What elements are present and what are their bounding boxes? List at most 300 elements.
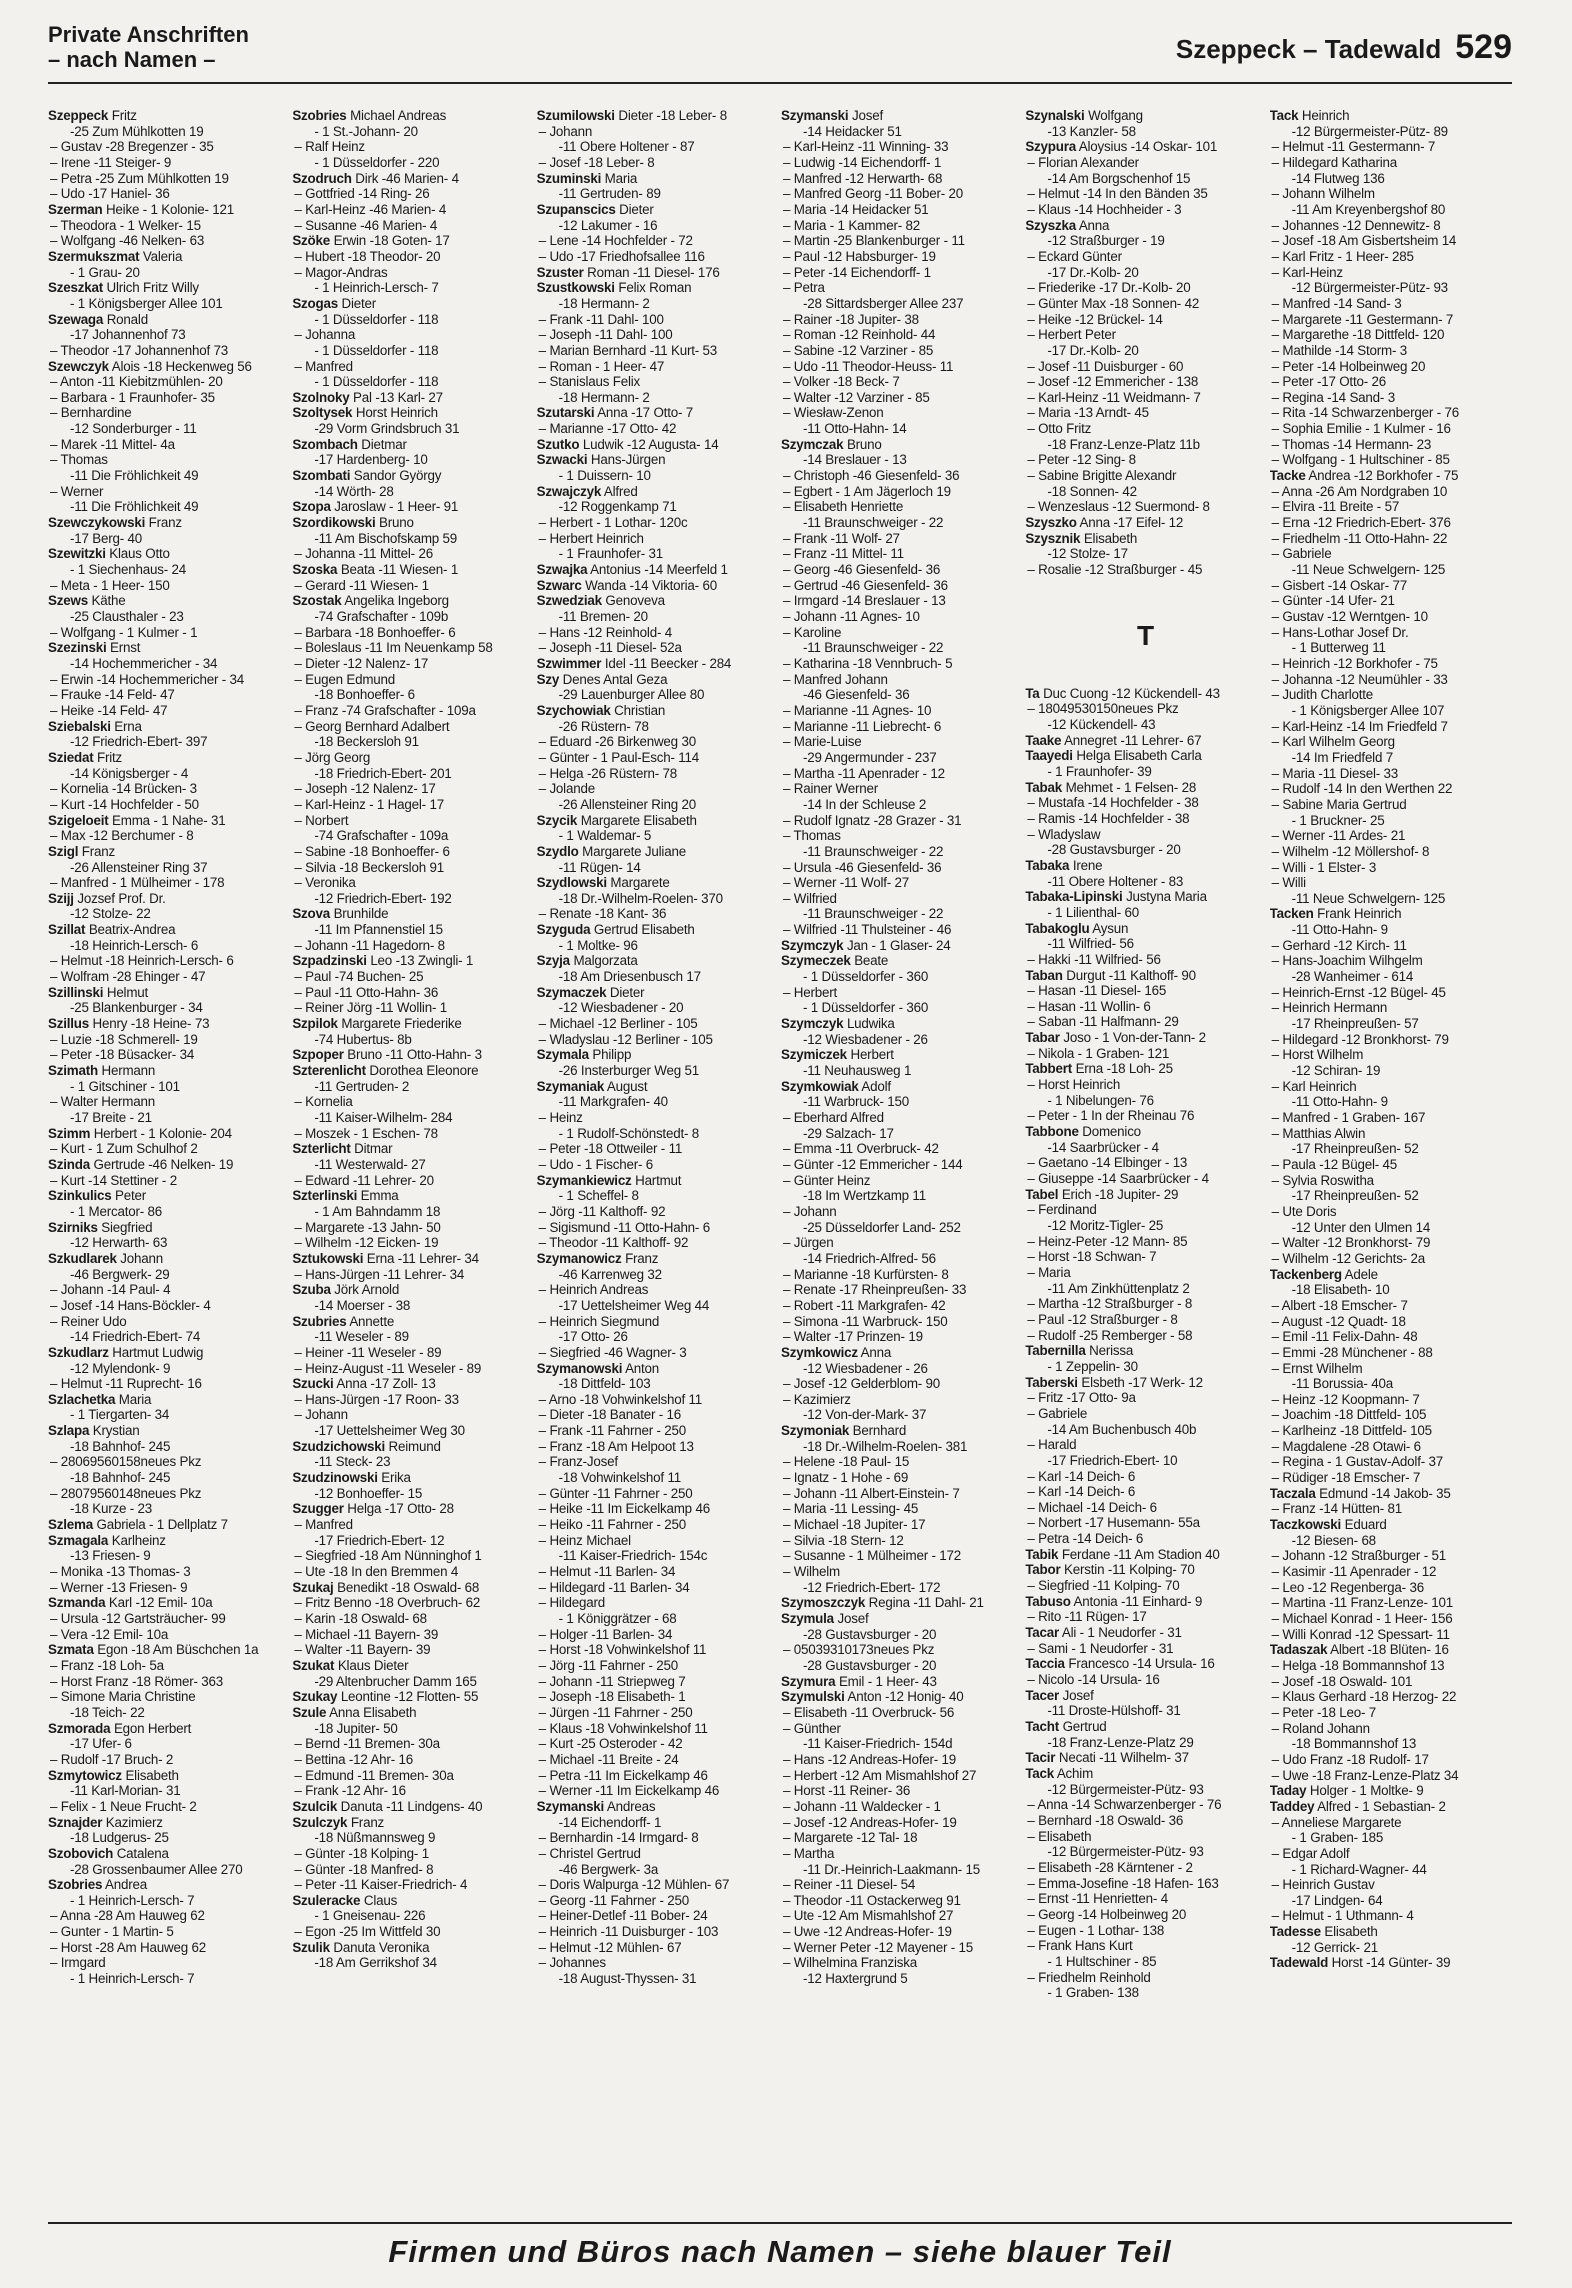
dash: – xyxy=(294,1736,306,1752)
dash: – xyxy=(782,1266,794,1282)
sub-entry-text: Emmi -28 Münchener - 88 xyxy=(1282,1344,1433,1360)
continuation-line: -46 Bergwerk- 3a xyxy=(558,1861,659,1877)
dash: – xyxy=(1027,1077,1039,1093)
sub-entry-text: Horst Wilhelm xyxy=(1282,1047,1364,1063)
sub-entry-text: Max -12 Berchumer - 8 xyxy=(60,828,194,844)
sub-entry xyxy=(1270,672,1510,688)
sub-entry-text: Heinz-August -11 Weseler - 89 xyxy=(305,1360,482,1376)
sub-entry-text: Ursula -46 Giesenfeld- 36 xyxy=(793,859,942,875)
continuation-line: -12 Mylendonk- 9 xyxy=(70,1360,171,1376)
dash: – xyxy=(1027,1327,1039,1343)
surname: Szmata xyxy=(48,1642,94,1658)
surname: Szymaniak xyxy=(536,1078,605,1094)
surname-entry xyxy=(537,437,777,453)
dash: – xyxy=(1271,1360,1283,1376)
sub-entry-text: Gabriele xyxy=(1282,546,1332,562)
entry-details: Elsbeth -17 Werk- 12 xyxy=(1081,1374,1203,1390)
continuation-line: - 1 Heinrich-Lersch- 7 xyxy=(314,280,439,296)
dash: – xyxy=(538,1031,550,1047)
entry-details: Beata -11 Wiesen- 1 xyxy=(340,562,459,578)
sub-entry xyxy=(1025,1500,1265,1516)
dash: – xyxy=(538,1156,550,1172)
dash: – xyxy=(782,655,794,671)
entry-details: Franz xyxy=(81,843,116,859)
dash: – xyxy=(50,781,61,797)
sub-entry-text: Volker -18 Beck- 7 xyxy=(793,374,900,390)
footer-note: Firmen und Büros nach Namen – siehe blauer Teil xyxy=(388,2234,1172,2269)
sub-entry-text: Norbert -17 Husemann- 55a xyxy=(1038,1515,1200,1531)
entry-details: Ronald xyxy=(106,311,148,327)
entry-details: Erna -11 Lehrer- 34 xyxy=(366,1250,479,1266)
entry-details: Ludwika xyxy=(846,1016,895,1032)
dash: – xyxy=(782,1845,794,1861)
continuation-line: -12 Kückendell- 43 xyxy=(1047,717,1156,732)
surname-entry xyxy=(48,813,288,829)
surname-entry xyxy=(292,1799,532,1815)
sub-entry xyxy=(781,1282,1021,1298)
sub-entry xyxy=(48,1047,288,1063)
sub-entry xyxy=(1270,249,1510,265)
sub-entry xyxy=(781,562,1021,578)
sub-entry-text: Horst -18 Vohwinkelshof 11 xyxy=(549,1642,707,1658)
sub-entry xyxy=(1270,1126,1510,1142)
surname-entry xyxy=(292,1376,532,1392)
entry-details: Durgut -11 Kalthoff- 90 xyxy=(1066,967,1196,983)
surname: Szudzichowski xyxy=(292,1438,385,1454)
dash: – xyxy=(50,1376,61,1392)
sub-entry xyxy=(292,1627,532,1643)
sub-entry-text: Hasan -11 Diesel- 165 xyxy=(1038,983,1167,999)
sub-entry xyxy=(48,218,288,234)
surname-entry xyxy=(1025,780,1265,796)
surname-entry xyxy=(292,1251,532,1267)
sub-entry xyxy=(537,1658,777,1674)
sub-entry-text: Udo - 1 Fischer- 6 xyxy=(549,1156,653,1172)
sub-entry-text: Heike -11 Im Eickelkamp 46 xyxy=(549,1501,710,1517)
continuation-line: -28 Grossenbaumer Allee 270 xyxy=(70,1861,243,1877)
entry-details: Elisabeth xyxy=(1083,530,1138,546)
entry-details: Justyna Maria xyxy=(1126,889,1207,905)
sub-entry-text: Susanne - 1 Mülheimer - 172 xyxy=(793,1548,962,1564)
continuation-line: -18 Bahnhof- 245 xyxy=(70,1438,171,1454)
sub-entry xyxy=(537,1580,777,1596)
entry-details: Heinrich xyxy=(1301,108,1350,123)
dash: – xyxy=(294,875,306,891)
surname: Szymczyk xyxy=(780,1016,844,1032)
sub-entry-text: Margarete -12 Tal- 18 xyxy=(793,1830,918,1846)
surname: Szombach xyxy=(292,436,358,452)
sub-entry xyxy=(292,1094,532,1110)
dash: – xyxy=(782,609,794,624)
surname: Szlema xyxy=(48,1517,93,1533)
sub-entry xyxy=(1270,1721,1510,1737)
surname-entry xyxy=(292,1314,532,1330)
sub-entry-text: Margarethe -18 Dittfeld- 120 xyxy=(1282,327,1445,343)
sub-entry-text: Emma -11 Overbruck- 42 xyxy=(793,1141,939,1157)
dash: – xyxy=(1027,998,1039,1014)
continuation-line: - 1 Butterweg 11 xyxy=(1291,640,1386,656)
sub-entry-text: Herbert Heinrich xyxy=(549,530,644,546)
dash: – xyxy=(782,342,794,358)
continuation-line: - 1 Gneisenau- 226 xyxy=(314,1908,426,1924)
surname-entry xyxy=(292,1016,532,1032)
continuation-line: - 1 Moltke- 96 xyxy=(558,937,638,953)
entry-details: Dieter xyxy=(609,984,645,1000)
dash: – xyxy=(538,1235,550,1251)
surname: Szostak xyxy=(292,593,342,609)
surname: Taczala xyxy=(1269,1485,1316,1501)
sub-entry-text: Rosalie -12 Straßburger - 45 xyxy=(1038,562,1203,578)
surname: Szinkulics xyxy=(48,1188,112,1204)
dash: – xyxy=(1027,1233,1039,1249)
sub-entry-text: Johann -14 Paul- 4 xyxy=(60,1282,171,1298)
sub-entry-text: Eckard Günter xyxy=(1038,248,1122,264)
surname: Szpadzinski xyxy=(292,953,367,969)
sub-entry-text: Günter -18 Kolping- 1 xyxy=(305,1845,429,1861)
surname: Szymulski xyxy=(780,1689,845,1705)
dash: – xyxy=(50,1313,61,1329)
sub-entry-text: Udo -17 Friedhofsallee 116 xyxy=(549,248,705,264)
dash: – xyxy=(1271,530,1283,546)
surname-entry xyxy=(1025,1124,1265,1140)
sub-entry xyxy=(537,1908,777,1924)
column-2 xyxy=(292,108,532,2178)
sub-entry xyxy=(537,1893,777,1909)
dash: – xyxy=(294,1266,306,1282)
sub-entry xyxy=(537,1846,777,1862)
sub-entry xyxy=(1025,811,1265,827)
entry-details: Margarete Elisabeth xyxy=(580,812,697,828)
entry-details: Fritz xyxy=(97,749,123,765)
sub-entry xyxy=(1270,1110,1510,1126)
surname: Szulcik xyxy=(292,1798,338,1814)
sub-entry xyxy=(781,1141,1021,1157)
continuation-line: -17 Johannenhof 73 xyxy=(70,327,186,343)
dash: – xyxy=(1271,1626,1283,1642)
sub-entry-text: Judith Charlotte xyxy=(1282,687,1374,703)
continuation-line: - 1 Düsseldorfer - 220 xyxy=(314,154,440,170)
sub-entry-text: Johanna -12 Neumühler - 33 xyxy=(1282,671,1448,687)
entry-details: Danuta Veronika xyxy=(333,1939,430,1955)
surname-entry xyxy=(1025,1750,1265,1766)
sub-entry xyxy=(48,233,288,249)
entry-details: Egon -18 Am Büschchen 1a xyxy=(97,1642,259,1658)
surname-entry xyxy=(48,1533,288,1549)
dash: – xyxy=(1271,1156,1283,1172)
sub-entry xyxy=(537,1736,777,1752)
sub-entry-text: Martha -12 Straßburger - 8 xyxy=(1038,1296,1193,1312)
sub-entry-text: Karl-Heinz -14 Im Friedfeld 7 xyxy=(1282,718,1448,734)
entry-details: Eduard xyxy=(1344,1517,1387,1533)
continuation-line: -25 Zum Mühlkotten 19 xyxy=(70,123,204,139)
sub-entry-text: Reiner Udo xyxy=(60,1313,127,1329)
sub-entry xyxy=(1025,296,1265,312)
continuation-line: -28 Gustavsburger - 20 xyxy=(802,1657,937,1673)
continuation-line: -18 Im Wertzkamp 11 xyxy=(802,1188,926,1204)
sub-entry-text: Leo -12 Regenberga- 36 xyxy=(1282,1579,1424,1595)
sub-entry-text: Petra -25 Zum Mühlkotten 19 xyxy=(60,170,229,186)
continuation-line: -28 Gustavsburger - 20 xyxy=(802,1626,937,1642)
continuation-line: -12 Herwarth- 63 xyxy=(70,1235,168,1251)
continuation-line: -28 Sittardsberger Allee 237 xyxy=(802,295,964,311)
entry-details: Mehmet - 1 Felsen- 28 xyxy=(1065,779,1197,795)
sub-entry xyxy=(781,875,1021,891)
sub-entry-text: Hans-Jürgen -11 Lehrer- 34 xyxy=(305,1266,465,1282)
continuation-line: - 1 Tiergarten- 34 xyxy=(70,1407,170,1423)
sub-entry-text: Mathilde -14 Storm- 3 xyxy=(1282,342,1407,358)
surname: Szupanscics xyxy=(536,201,616,217)
continuation-line: - 1 Fraunhofer- 31 xyxy=(558,546,663,562)
sub-entry xyxy=(48,1955,288,1971)
sub-entry-text: Friedhelm -11 Otto-Hahn- 22 xyxy=(1282,530,1448,546)
sub-entry-text: Wilhelm -12 Eicken- 19 xyxy=(305,1235,439,1251)
continuation-line: -12 Wiesbadener - 20 xyxy=(558,1000,684,1016)
sub-entry-text: Günter -18 Manfred- 8 xyxy=(305,1861,434,1877)
dash: – xyxy=(538,1657,550,1673)
sub-entry xyxy=(781,202,1021,218)
sub-entry-text: Peter -18 Leo- 7 xyxy=(1282,1704,1376,1720)
sub-entry xyxy=(1025,795,1265,811)
page-range-title xyxy=(1176,28,1512,67)
sub-entry xyxy=(48,343,288,359)
entry-details: Käthe xyxy=(91,593,126,609)
sub-entry-text: Herbert - 1 Lothar- 120c xyxy=(549,515,688,531)
sub-entry-text: Josef -18 Leber- 8 xyxy=(549,154,655,170)
sub-entry-text: Elisabeth Henriette xyxy=(793,499,904,515)
dash: – xyxy=(782,1892,794,1908)
dash: – xyxy=(782,311,794,327)
sub-entry-text: Willi xyxy=(1282,875,1306,891)
continuation-line: -29 Angermunder - 237 xyxy=(802,749,937,765)
dash: – xyxy=(1271,1313,1282,1329)
entry-details: Adele xyxy=(1344,1266,1378,1282)
surname: Szustkowski xyxy=(536,280,615,296)
dash: – xyxy=(1027,1672,1039,1688)
sub-entry-text: Klaus -14 Hochheider - 3 xyxy=(1038,201,1182,217)
sub-entry xyxy=(1270,1079,1510,1095)
surname-entry xyxy=(537,672,777,688)
sub-entry xyxy=(781,593,1021,609)
sub-entry xyxy=(537,1955,777,1971)
continuation-line: - 1 Bruckner- 25 xyxy=(1291,812,1385,828)
sub-entry xyxy=(48,828,288,844)
sub-entry xyxy=(537,1689,777,1705)
sub-entry xyxy=(537,1016,777,1032)
dash: – xyxy=(538,1689,550,1705)
dash: – xyxy=(294,201,306,217)
sub-entry xyxy=(1025,999,1265,1015)
sub-entry xyxy=(537,1392,777,1408)
sub-entry-text: Moszek - 1 Eschen- 78 xyxy=(305,1125,438,1141)
dash: – xyxy=(782,1376,794,1392)
dash: – xyxy=(782,1564,794,1580)
sub-entry xyxy=(292,265,532,281)
continuation-line: -29 Altenbrucher Damm 165 xyxy=(314,1673,477,1689)
entry-details: Francesco -14 Ursula- 16 xyxy=(1068,1656,1215,1672)
dash: – xyxy=(294,969,306,985)
continuation-line: -26 Allensteiner Ring 20 xyxy=(558,796,697,812)
entry-details: Beatrix-Andrea xyxy=(88,922,176,938)
dash: – xyxy=(538,154,550,170)
sub-entry-text: Heinrich -11 Duisburger - 103 xyxy=(549,1924,719,1940)
sub-entry xyxy=(292,327,532,343)
dash: – xyxy=(1271,1110,1283,1125)
sub-entry-text: Kurt - 1 Zum Schulhof 2 xyxy=(60,1141,198,1157)
continuation-line: - 1 Waldemar- 5 xyxy=(558,828,652,844)
sub-entry xyxy=(781,1893,1021,1909)
sub-entry-text: Josef -18 Oswald- 101 xyxy=(1282,1673,1413,1689)
dash: – xyxy=(50,1282,61,1298)
dash: – xyxy=(1027,499,1039,515)
entry-details: Kazimierz xyxy=(105,1814,163,1830)
sub-entry-text: Wilhelm -12 Möllershof- 8 xyxy=(1282,843,1430,859)
sub-entry xyxy=(537,1595,777,1611)
continuation-line: -18 Friedrich-Ebert- 201 xyxy=(314,765,452,781)
dash: – xyxy=(782,530,794,546)
dash: – xyxy=(50,953,61,969)
dash: – xyxy=(538,1423,550,1439)
entry-details: Franz xyxy=(625,1250,659,1266)
surname-entry xyxy=(48,202,288,218)
sub-entry xyxy=(537,1830,777,1846)
surname: Szkudlarz xyxy=(48,1344,109,1360)
sub-entry-text: Josef -12 Emmericher - 138 xyxy=(1038,374,1199,390)
sub-entry-text: Erna -12 Friedrich-Ebert- 376 xyxy=(1282,515,1451,531)
surname-entry xyxy=(292,405,532,421)
dash: – xyxy=(1027,1468,1039,1484)
entry-details: Kerstin -11 Kolping- 70 xyxy=(1064,1562,1195,1578)
surname-entry xyxy=(537,202,777,218)
dash: – xyxy=(1027,468,1039,484)
sub-entry xyxy=(292,844,532,860)
sub-entry-text: Eberhard Alfred xyxy=(793,1110,884,1125)
surname: Szigeloeit xyxy=(48,812,109,828)
surname-entry xyxy=(48,1423,288,1439)
sub-entry xyxy=(781,1110,1021,1126)
sub-entry-text: Helga -26 Rüstern- 78 xyxy=(549,765,677,781)
continuation-line: - 1 Düsseldorfer - 360 xyxy=(802,1000,929,1016)
continuation-line: -11 Braunschweiger - 22 xyxy=(802,515,944,531)
continuation-line: -17 Rheinpreußen- 52 xyxy=(1291,1141,1419,1157)
entry-details: Joso - 1 Von-der-Tann- 2 xyxy=(1063,1030,1206,1046)
sub-entry-text: Nikola - 1 Graben- 121 xyxy=(1038,1045,1170,1061)
entry-details: Emil - 1 Heer- 43 xyxy=(838,1673,937,1689)
continuation-line: -12 Gerrick- 21 xyxy=(1291,1939,1378,1955)
surname: Szyszko xyxy=(1025,515,1077,531)
sub-entry-text: Doris Walpurga -12 Mühlen- 67 xyxy=(549,1877,730,1893)
sub-entry xyxy=(1025,1296,1265,1312)
dash: – xyxy=(50,828,61,844)
dash: – xyxy=(294,1845,306,1861)
sub-entry xyxy=(292,1407,532,1423)
sub-entry-text: Ralf Heinz xyxy=(305,139,365,155)
sub-entry-text: Klaus -18 Vohwinkelshof 11 xyxy=(549,1720,708,1736)
sub-entry-text: Gerhard -12 Kirch- 11 xyxy=(1282,937,1407,953)
surname-entry xyxy=(292,1705,532,1721)
entry-details: Anton xyxy=(625,1360,660,1376)
continuation-line: -12 Sonderburger - 11 xyxy=(70,421,197,437)
sub-entry-text: Peter -14 Eichendorff- 1 xyxy=(793,264,931,280)
sub-entry-text: Franz -18 Loh- 5a xyxy=(60,1657,164,1673)
sub-entry xyxy=(48,781,288,797)
sub-entry xyxy=(292,875,532,891)
entry-details: Helga Elisabeth Carla xyxy=(1076,748,1202,764)
sub-entry xyxy=(781,484,1021,500)
surname-entry xyxy=(292,171,532,187)
section-letter: T xyxy=(1137,619,1154,651)
dash: – xyxy=(1027,1108,1039,1124)
sub-entry xyxy=(1025,499,1265,515)
continuation-line: -12 Bürgermeister-Pütz- 89 xyxy=(1291,123,1448,139)
sub-entry xyxy=(537,1642,777,1658)
dash: – xyxy=(538,1830,550,1846)
sub-entry-text: Wolfgang -46 Nelken- 63 xyxy=(60,233,205,249)
entry-details: Klaus Dieter xyxy=(337,1657,409,1673)
sub-entry xyxy=(292,1126,532,1142)
sub-entry xyxy=(292,1392,532,1408)
continuation-line: -12 Stolze- 17 xyxy=(1047,546,1128,562)
sub-entry-text: Irmgard -14 Breslauer - 13 xyxy=(793,593,946,609)
sub-entry-text: Heinrich Gustav xyxy=(1282,1877,1375,1893)
sub-entry-text: Jolande xyxy=(549,781,595,797)
surname: Szulczyk xyxy=(292,1814,348,1830)
sub-entry xyxy=(1270,405,1510,421)
sub-entry xyxy=(537,1157,777,1173)
surname: Szydlowski xyxy=(536,875,607,891)
dash: – xyxy=(50,452,61,468)
sub-entry xyxy=(48,578,288,594)
dash: – xyxy=(50,1579,61,1595)
sub-entry-text: Uwe -18 Franz-Lenze-Platz 34 xyxy=(1282,1767,1459,1783)
continuation-line: -12 Lakumer - 16 xyxy=(558,217,658,233)
sub-entry xyxy=(1025,1923,1265,1939)
sub-entry xyxy=(48,405,288,421)
dash: – xyxy=(782,186,794,202)
dash: – xyxy=(782,859,794,875)
sub-entry-text: Egbert - 1 Am Jägerloch 19 xyxy=(793,483,951,499)
sub-entry-text: Paul -11 Otto-Hahn- 36 xyxy=(305,984,439,1000)
surname: Szewczyk xyxy=(48,358,109,374)
dash: – xyxy=(782,1110,794,1125)
dash: – xyxy=(538,1344,550,1360)
dash: – xyxy=(50,687,61,703)
sub-entry-text: Maria -14 Heidacker 51 xyxy=(793,201,929,217)
header-rule xyxy=(48,82,1512,84)
surname-entry xyxy=(1025,218,1265,234)
dash: – xyxy=(1027,1938,1039,1954)
sub-entry xyxy=(1270,797,1510,813)
dash: – xyxy=(782,170,794,186)
surname: Szordikowski xyxy=(292,515,376,531)
sub-entry xyxy=(1025,1938,1265,1954)
sub-entry xyxy=(1270,1752,1510,1768)
dash: – xyxy=(782,1642,794,1658)
sub-entry-text: Ludwig -14 Eichendorff- 1 xyxy=(793,154,942,170)
continuation-line: -17 Lindgen- 64 xyxy=(1291,1892,1383,1908)
dash: – xyxy=(294,1611,306,1626)
sub-entry xyxy=(292,1924,532,1940)
continuation-line: - 1 Königsberger Allee 107 xyxy=(1291,702,1445,718)
entry-details: Adolf xyxy=(861,1078,891,1094)
dash: – xyxy=(1027,1405,1039,1421)
dash: – xyxy=(782,1548,794,1564)
dash: – xyxy=(538,1282,550,1298)
entry-details: Dietmar xyxy=(361,436,407,452)
entry-details: Fritz xyxy=(111,108,137,123)
entry-details: Anton -12 Honig- 40 xyxy=(847,1689,964,1705)
sub-entry-text: Simone Maria Christine xyxy=(60,1689,196,1705)
sub-entry-text: Herbert Peter xyxy=(1038,327,1116,343)
